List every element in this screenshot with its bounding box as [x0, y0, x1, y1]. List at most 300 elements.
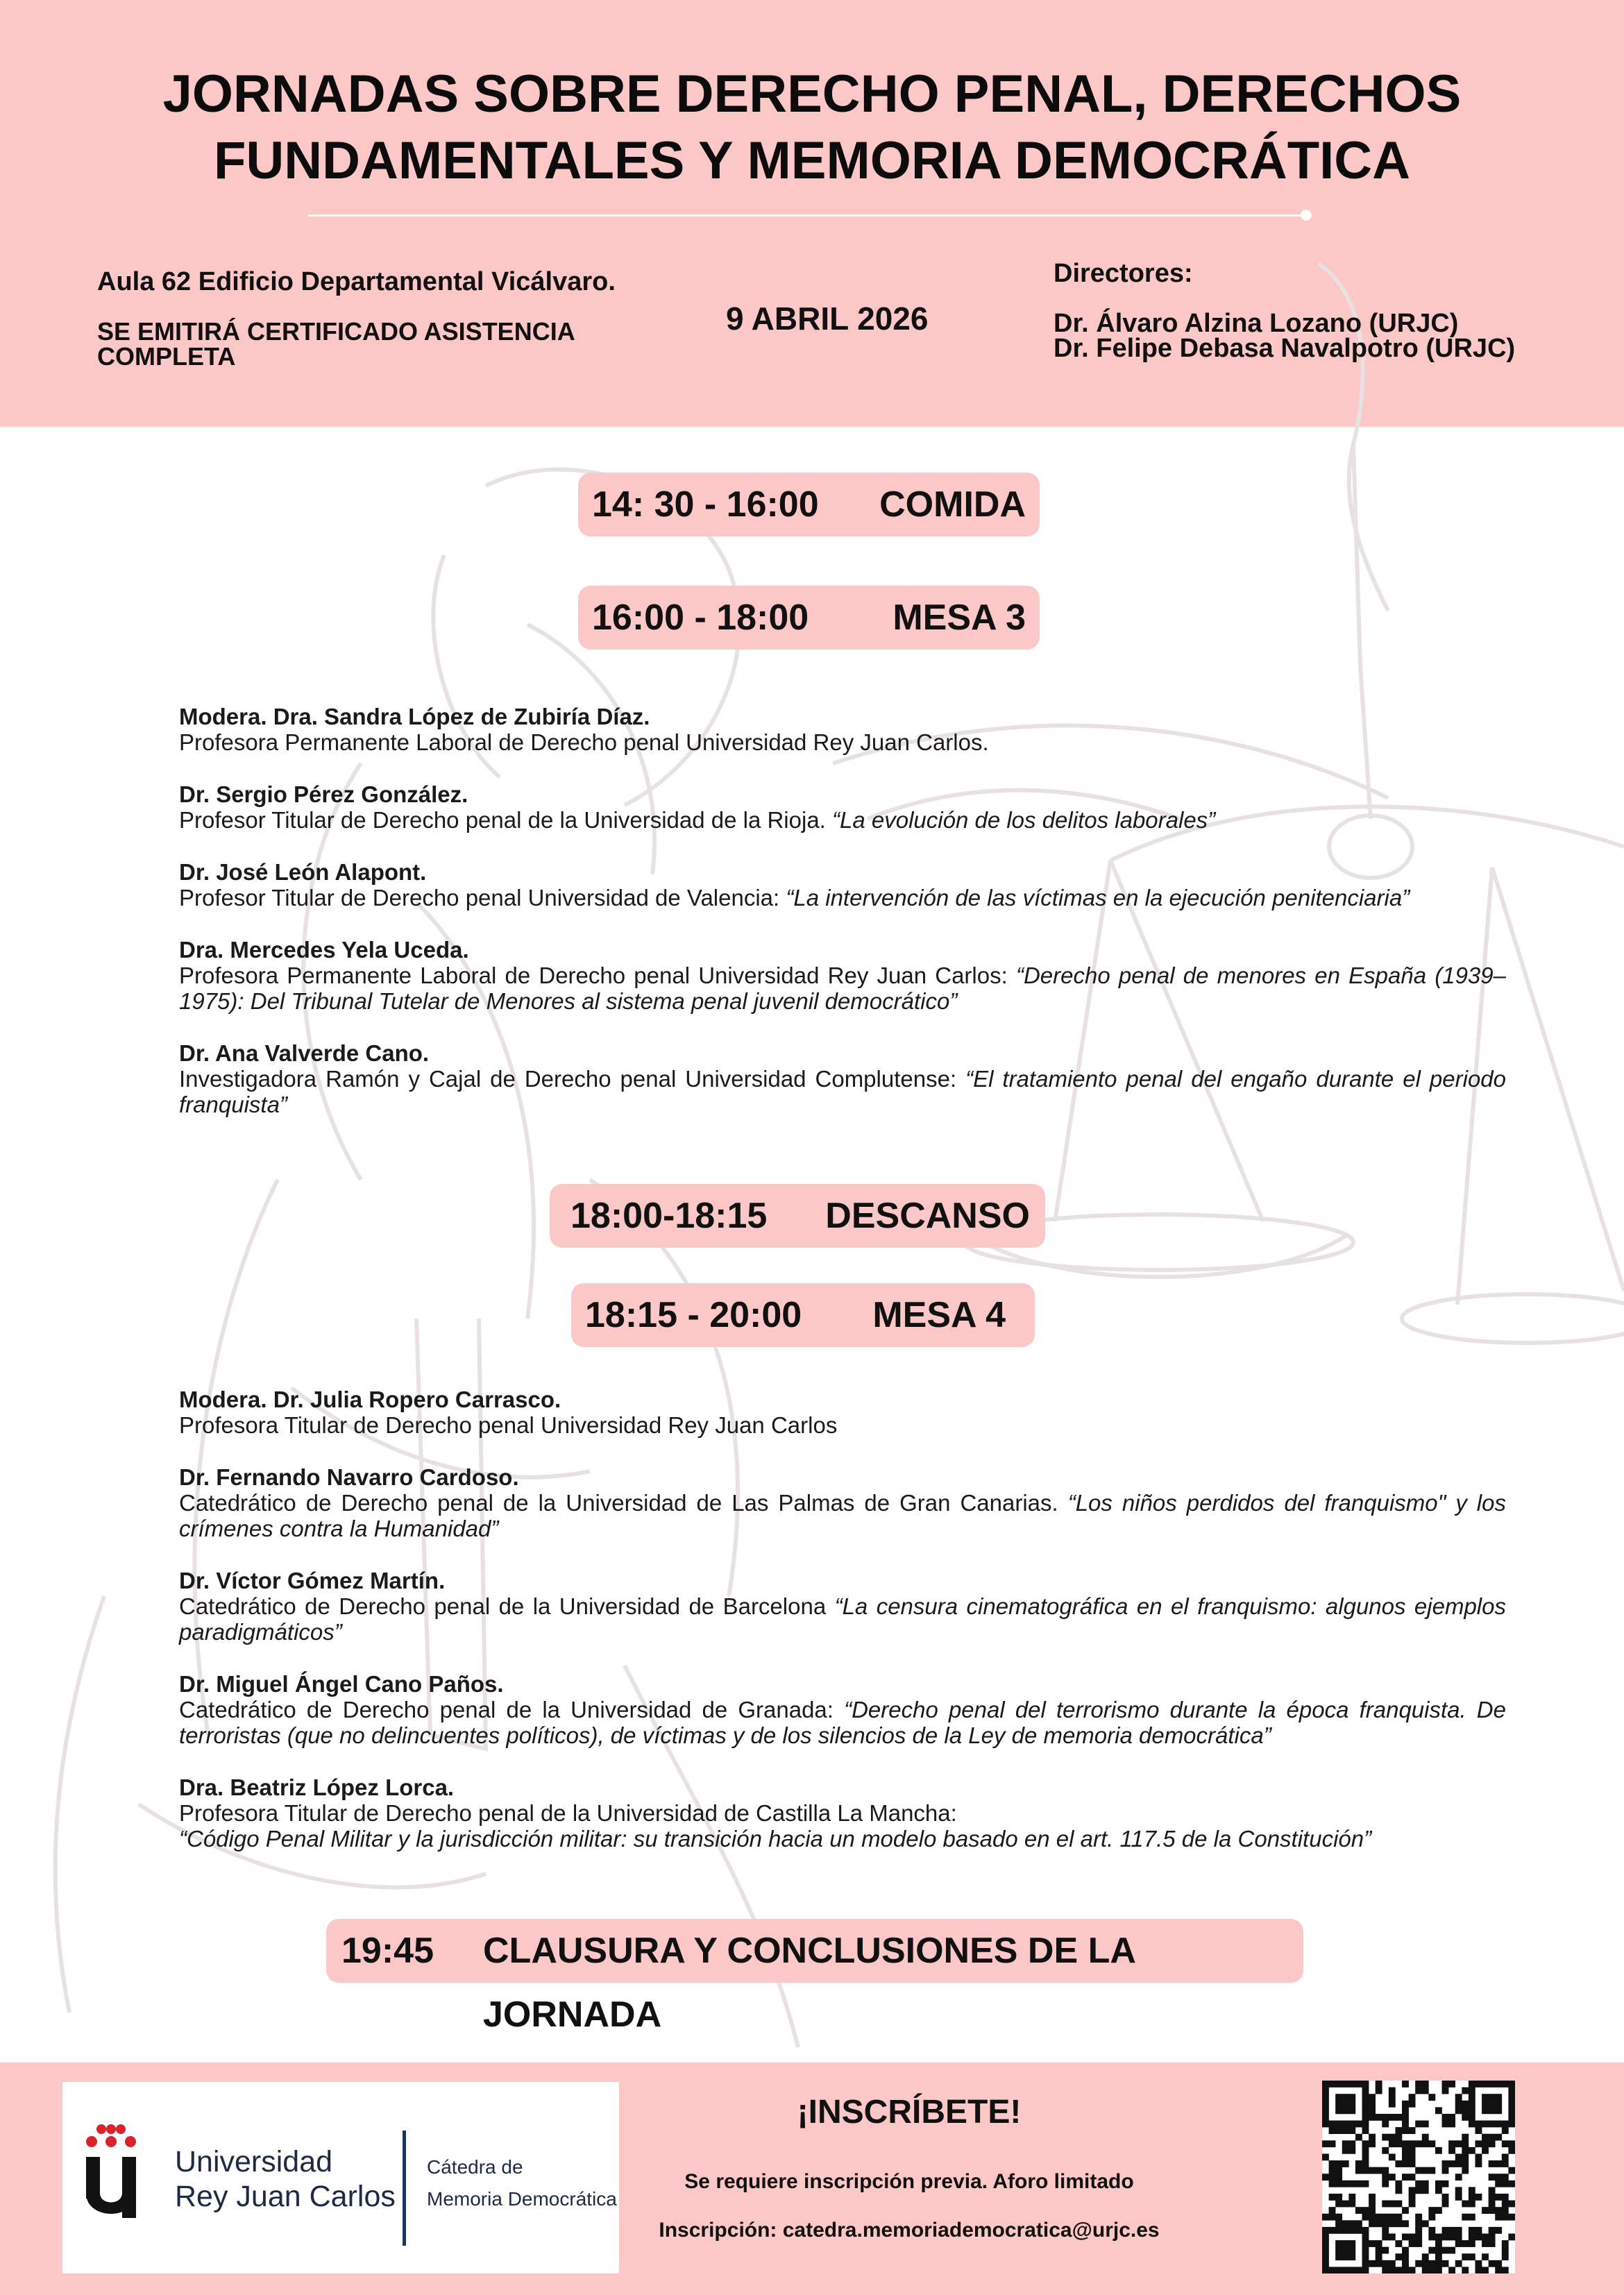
qr-module: [1409, 2187, 1416, 2194]
qr-module: [1322, 2081, 1329, 2087]
qr-module: [1435, 2180, 1442, 2187]
qr-module: [1409, 2160, 1416, 2167]
qr-module: [1435, 2240, 1442, 2247]
qr-module: [1495, 2267, 1502, 2273]
qr-module: [1362, 2107, 1369, 2114]
qr-module: [1502, 2121, 1509, 2128]
qr-module: [1409, 2101, 1416, 2108]
qr-module: [1415, 2140, 1422, 2147]
qr-module: [1422, 2220, 1429, 2227]
qr-module: [1502, 2160, 1509, 2167]
qr-module: [1389, 2201, 1396, 2208]
speaker-name: Dr. Ana Valverde Cano.: [179, 1040, 430, 1066]
qr-module: [1369, 2240, 1376, 2247]
qr-module: [1382, 2227, 1389, 2234]
qr-module: [1376, 2240, 1382, 2247]
qr-module: [1369, 2107, 1376, 2114]
mesa4-time: 18:15 - 20:00: [585, 1295, 802, 1335]
qr-module: [1482, 2267, 1489, 2273]
qr-module: [1422, 2253, 1429, 2260]
qr-module: [1489, 2121, 1496, 2128]
qr-module: [1508, 2081, 1515, 2087]
mesa3-label: MESA 3: [893, 598, 1026, 638]
qr-module: [1322, 2260, 1329, 2267]
comida-time: 14: 30 - 16:00: [592, 484, 819, 525]
qr-module: [1409, 2233, 1416, 2240]
qr-module: [1335, 2247, 1342, 2254]
qr-module: [1362, 2160, 1369, 2167]
qr-module: [1415, 2220, 1422, 2227]
qr-module: [1428, 2247, 1435, 2254]
qr-module: [1415, 2214, 1422, 2221]
mesa4-speakers: [179, 1387, 1506, 1878]
qr-module: [1469, 2240, 1475, 2247]
qr-module: [1348, 2140, 1355, 2147]
qr-module: [1355, 2134, 1362, 2141]
speaker-role: Profesora Titular de Derecho penal de la Universidad de Castilla La Mancha: “Código Penal Militar y la jurisdicción militar: su transición hacia un modelo basado en el art. 117.5 de la Constitución”: [179, 1800, 1372, 1852]
qr-module: [1342, 2180, 1349, 2187]
speaker-entry: [179, 704, 1506, 755]
qr-module: [1475, 2121, 1482, 2128]
qr-module: [1369, 2260, 1376, 2267]
qr-module: [1355, 2220, 1362, 2227]
qr-module: [1435, 2247, 1442, 2254]
qr-module: [1342, 2227, 1349, 2234]
qr-module: [1462, 2087, 1469, 2094]
qr-module: [1469, 2101, 1475, 2108]
qr-module: [1455, 2101, 1462, 2108]
qr-module: [1482, 2240, 1489, 2247]
qr-module: [1348, 2094, 1355, 2101]
qr-module: [1489, 2207, 1496, 2214]
qr-module: [1455, 2227, 1462, 2234]
qr-module: [1362, 2114, 1369, 2121]
qr-module: [1402, 2107, 1409, 2114]
qr-module: [1329, 2127, 1336, 2134]
speaker-name: Modera. Dr. Julia Ropero Carrasco.: [179, 1387, 561, 1412]
qr-module: [1415, 2167, 1422, 2174]
qr-module: [1409, 2201, 1416, 2208]
qr-module: [1395, 2240, 1402, 2247]
qr-module: [1508, 2094, 1515, 2101]
qr-module: [1469, 2214, 1475, 2221]
qr-module: [1508, 2140, 1515, 2147]
qr-module: [1495, 2160, 1502, 2167]
qr-module: [1508, 2214, 1515, 2221]
qr-module: [1389, 2101, 1396, 2108]
qr-module: [1422, 2087, 1429, 2094]
speaker-name: Dr. José León Alapont.: [179, 859, 427, 885]
qr-module: [1395, 2160, 1402, 2167]
qr-module: [1422, 2081, 1429, 2087]
talk-title: “La evolución de los delitos laborales”: [832, 807, 1216, 833]
qr-module: [1382, 2174, 1389, 2180]
talk-title: “La intervención de las víctimas en la ejecución penitenciaria”: [786, 885, 1410, 911]
qr-module: [1508, 2167, 1515, 2174]
qr-module: [1382, 2260, 1389, 2267]
qr-module: [1395, 2140, 1402, 2147]
qr-module: [1362, 2180, 1369, 2187]
qr-module: [1469, 2087, 1475, 2094]
speaker-name: Dr. Fernando Navarro Cardoso.: [179, 1464, 519, 1490]
qr-module: [1402, 2147, 1409, 2154]
qr-module: [1395, 2180, 1402, 2187]
qr-module: [1495, 2180, 1502, 2187]
qr-module: [1422, 2267, 1429, 2273]
qr-module: [1342, 2101, 1349, 2108]
qr-module: [1382, 2147, 1389, 2154]
qr-module: [1442, 2194, 1449, 2201]
qr-module: [1442, 2087, 1449, 2094]
qr-module: [1422, 2187, 1429, 2194]
qr-module: [1495, 2107, 1502, 2114]
qr-module: [1342, 2240, 1349, 2247]
speaker-entry: [179, 1040, 1506, 1117]
logo-university-line2: Rey Juan Carlos: [175, 2180, 396, 2213]
qr-module: [1348, 2121, 1355, 2128]
qr-module: [1362, 2233, 1369, 2240]
qr-module: [1422, 2260, 1429, 2267]
qr-module: [1435, 2233, 1442, 2240]
title-divider: [307, 214, 1308, 217]
qr-module: [1369, 2094, 1376, 2101]
qr-module: [1462, 2167, 1469, 2174]
qr-module: [1335, 2127, 1342, 2134]
qr-module: [1402, 2267, 1409, 2273]
qr-module: [1415, 2227, 1422, 2234]
qr-module: [1342, 2253, 1349, 2260]
schedule-mesa4: [571, 1283, 1035, 1347]
qr-module: [1362, 2081, 1369, 2087]
qr-module: [1402, 2140, 1409, 2147]
qr-module: [1482, 2207, 1489, 2214]
qr-module: [1342, 2220, 1349, 2227]
qr-module: [1389, 2153, 1396, 2160]
qr-module: [1376, 2247, 1382, 2254]
qr-module: [1448, 2147, 1455, 2154]
qr-module: [1422, 2180, 1429, 2187]
event-date: 9 ABRIL 2026: [726, 300, 929, 337]
qr-module: [1448, 2233, 1455, 2240]
qr-module: [1469, 2114, 1475, 2121]
qr-module: [1489, 2107, 1496, 2114]
qr-module: [1376, 2220, 1382, 2227]
qr-module: [1362, 2127, 1369, 2134]
qr-module: [1395, 2267, 1402, 2273]
qr-module: [1322, 2240, 1329, 2247]
qr-module: [1442, 2260, 1449, 2267]
qr-module: [1469, 2253, 1475, 2260]
qr-module: [1428, 2167, 1435, 2174]
qr-module: [1415, 2187, 1422, 2194]
qr-module: [1502, 2207, 1509, 2214]
qr-module: [1495, 2207, 1502, 2214]
qr-module: [1335, 2094, 1342, 2101]
qr-module: [1409, 2153, 1416, 2160]
speaker-entry: [179, 781, 1506, 833]
qr-module: [1322, 2247, 1329, 2254]
qr-module: [1442, 2201, 1449, 2208]
qr-module: [1469, 2227, 1475, 2234]
qr-module: [1502, 2180, 1509, 2187]
qr-module: [1335, 2180, 1342, 2187]
qr-module: [1489, 2140, 1496, 2147]
qr-module: [1455, 2187, 1462, 2194]
qr-module: [1508, 2180, 1515, 2187]
qr-module: [1489, 2260, 1496, 2267]
qr-module: [1389, 2094, 1396, 2101]
directors-label: Directores:: [1054, 259, 1193, 288]
qr-module: [1415, 2087, 1422, 2094]
qr-module: [1422, 2121, 1429, 2128]
qr-module: [1348, 2194, 1355, 2201]
title-line-2: FUNDAMENTALES Y MEMORIA DEMOCRÁTICA: [213, 131, 1411, 190]
qr-module: [1442, 2180, 1449, 2187]
speaker-name: Dr. Miguel Ángel Cano Paños.: [179, 1671, 504, 1697]
qr-module: [1502, 2253, 1509, 2260]
qr-module: [1475, 2140, 1482, 2147]
qr-module: [1362, 2214, 1369, 2221]
qr-module: [1502, 2267, 1509, 2273]
qr-module: [1475, 2194, 1482, 2201]
qr-module: [1322, 2267, 1329, 2273]
speaker-entry: [179, 1568, 1506, 1645]
qr-module: [1402, 2220, 1409, 2227]
qr-module: [1462, 2114, 1469, 2121]
qr-module: [1475, 2267, 1482, 2273]
qr-module: [1389, 2220, 1396, 2227]
qr-module: [1422, 2140, 1429, 2147]
qr-module: [1469, 2147, 1475, 2154]
register-cta: ¡INSCRÍBETE!: [797, 2094, 1022, 2131]
qr-module: [1362, 2153, 1369, 2160]
speaker-role: Profesora Titular de Derecho penal Universidad Rey Juan Carlos: [179, 1412, 838, 1438]
qr-module: [1495, 2260, 1502, 2267]
qr-module: [1495, 2227, 1502, 2234]
qr-module: [1435, 2187, 1442, 2194]
qr-module: [1402, 2160, 1409, 2167]
qr-module: [1395, 2114, 1402, 2121]
qr-module: [1382, 2180, 1389, 2187]
qr-module: [1389, 2134, 1396, 2141]
qr-module: [1455, 2140, 1462, 2147]
qr-module: [1502, 2153, 1509, 2160]
qr-module: [1395, 2253, 1402, 2260]
qr-module: [1402, 2174, 1409, 2180]
qr-module: [1415, 2121, 1422, 2128]
qr-module: [1348, 2147, 1355, 2154]
descanso-label: DESCANSO: [825, 1196, 1030, 1236]
title-divider-dot: [1301, 210, 1312, 221]
qr-module: [1329, 2160, 1336, 2167]
qr-module: [1348, 2180, 1355, 2187]
qr-module: [1415, 2260, 1422, 2267]
qr-module: [1322, 2121, 1329, 2128]
qr-module: [1342, 2147, 1349, 2154]
qr-module: [1355, 2180, 1362, 2187]
qr-module: [1462, 2101, 1469, 2108]
qr-module: [1409, 2147, 1416, 2154]
qr-module: [1382, 2167, 1389, 2174]
qr-module: [1355, 2267, 1362, 2273]
qr-module: [1376, 2087, 1382, 2094]
qr-module: [1369, 2214, 1376, 2221]
qr-module: [1369, 2140, 1376, 2147]
qr-module: [1455, 2240, 1462, 2247]
qr-module: [1329, 2081, 1336, 2087]
qr-module: [1382, 2201, 1389, 2208]
qr-module: [1335, 2174, 1342, 2180]
register-requirement: Se requiere inscripción previa. Aforo limitado: [684, 2170, 1134, 2193]
speaker-role: Profesor Titular de Derecho penal Universidad de Valencia: “La intervención de las víctimas en la ejecución penitenciaria”: [179, 885, 1410, 911]
qr-module: [1329, 2227, 1336, 2234]
speaker-name: Dra. Beatriz López Lorca.: [179, 1775, 455, 1800]
qr-module: [1489, 2094, 1496, 2101]
qr-module: [1348, 2201, 1355, 2208]
qr-module: [1482, 2134, 1489, 2141]
qr-module: [1495, 2121, 1502, 2128]
qr-module: [1422, 2134, 1429, 2141]
qr-module: [1382, 2267, 1389, 2273]
talk-title: “Los niños perdidos del franquismo" y los crímenes contra la Humanidad”: [179, 1490, 1506, 1541]
qr-module: [1376, 2214, 1382, 2221]
clausura-label: CLAUSURA Y CONCLUSIONES DE LA JORNADA: [483, 1931, 1135, 2035]
speaker-entry: [179, 1775, 1506, 1852]
qr-module: [1362, 2240, 1369, 2247]
qr-module: [1369, 2167, 1376, 2174]
qr-module: [1329, 2180, 1336, 2187]
qr-module: [1329, 2140, 1336, 2147]
qr-module: [1362, 2227, 1369, 2234]
qr-module: [1329, 2167, 1336, 2174]
catedra-line1: Cátedra de: [427, 2156, 523, 2178]
qr-module: [1508, 2107, 1515, 2114]
qr-module: [1402, 2101, 1409, 2108]
qr-module: [1362, 2207, 1369, 2214]
qr-module: [1475, 2081, 1482, 2087]
qr-module: [1335, 2107, 1342, 2114]
qr-module: [1402, 2081, 1409, 2087]
speaker-entry: [179, 1387, 1506, 1438]
qr-module: [1402, 2127, 1409, 2134]
schedule-clausura: [326, 1919, 1303, 2035]
qr-module: [1502, 2247, 1509, 2254]
certificate-line-1: SE EMITIRÁ CERTIFICADO ASISTENCIA: [97, 317, 575, 346]
qr-module: [1376, 2260, 1382, 2267]
qr-module: [1409, 2094, 1416, 2101]
qr-module: [1355, 2121, 1362, 2128]
qr-module: [1495, 2214, 1502, 2221]
logo-university-line1: Universidad: [175, 2145, 333, 2178]
qr-module: [1369, 2194, 1376, 2201]
speaker-role: Profesora Permanente Laboral de Derecho penal Universidad Rey Juan Carlos.: [179, 729, 989, 755]
qr-module: [1482, 2101, 1489, 2108]
qr-module: [1495, 2101, 1502, 2108]
qr-module: [1428, 2140, 1435, 2147]
qr-module: [1462, 2140, 1469, 2147]
qr-module: [1489, 2240, 1496, 2247]
qr-module: [1335, 2160, 1342, 2167]
qr-module: [1362, 2101, 1369, 2108]
qr-module: [1335, 2081, 1342, 2087]
qr-module: [1369, 2201, 1376, 2208]
qr-module: [1322, 2174, 1329, 2180]
schedule-comida: [578, 473, 1040, 536]
qr-module: [1322, 2227, 1329, 2234]
qr-module: [1482, 2081, 1489, 2087]
qr-module: [1489, 2194, 1496, 2201]
qr-module: [1322, 2094, 1329, 2101]
register-email[interactable]: Inscripción: catedra.memoriademocratica@urjc.es: [659, 2219, 1160, 2242]
qr-module: [1489, 2081, 1496, 2087]
qr-module: [1355, 2207, 1362, 2214]
qr-module: [1409, 2174, 1416, 2180]
talk-title: “El tratamiento penal del engaño durante el periodo franquista”: [179, 1066, 1507, 1117]
qr-module: [1495, 2094, 1502, 2101]
qr-module: [1395, 2220, 1402, 2227]
qr-module: [1469, 2081, 1475, 2087]
qr-module: [1489, 2160, 1496, 2167]
qr-module: [1462, 2160, 1469, 2167]
qr-module: [1448, 2121, 1455, 2128]
qr-module: [1502, 2240, 1509, 2247]
qr-module: [1322, 2087, 1329, 2094]
qr-module: [1376, 2167, 1382, 2174]
qr-module: [1502, 2194, 1509, 2201]
qr-module: [1469, 2201, 1475, 2208]
talk-title: “La censura cinematográfica en el franquismo: algunos ejemplos paradigmáticos”: [179, 1593, 1506, 1645]
qr-module: [1329, 2121, 1336, 2128]
qr-module: [1475, 2260, 1482, 2267]
qr-module: [1382, 2220, 1389, 2227]
qr-module: [1389, 2114, 1396, 2121]
qr-module: [1369, 2114, 1376, 2121]
registration-qr-code[interactable]: [1322, 2081, 1515, 2273]
qr-module: [1369, 2207, 1376, 2214]
qr-module: [1482, 2233, 1489, 2240]
qr-module: [1335, 2227, 1342, 2234]
qr-module: [1355, 2227, 1362, 2234]
qr-module: [1395, 2187, 1402, 2194]
qr-module: [1435, 2253, 1442, 2260]
qr-module: [1335, 2167, 1342, 2174]
qr-module: [1508, 2087, 1515, 2094]
qr-module: [1389, 2267, 1396, 2273]
qr-module: [1389, 2214, 1396, 2221]
qr-module: [1402, 2153, 1409, 2160]
talk-title: “Derecho penal de menores en España (1939–1975): Del Tribunal Tutelar de Menores al sistema penal juvenil democrático”: [179, 963, 1506, 1014]
qr-module: [1442, 2160, 1449, 2167]
qr-module: [1489, 2187, 1496, 2194]
qr-module: [1508, 2233, 1515, 2240]
qr-module: [1342, 2247, 1349, 2254]
catedra-line2: Memoria Democrática: [427, 2188, 617, 2210]
qr-module: [1322, 2140, 1329, 2147]
qr-module: [1335, 2253, 1342, 2260]
qr-module: [1348, 2227, 1355, 2234]
qr-module: [1462, 2253, 1469, 2260]
director-1: Dr. Álvaro Alzina Lozano (URJC): [1054, 309, 1459, 338]
qr-module: [1508, 2201, 1515, 2208]
qr-module: [1362, 2267, 1369, 2273]
qr-module: [1402, 2121, 1409, 2128]
qr-module: [1495, 2194, 1502, 2201]
speaker-name: Dr. Sergio Pérez González.: [179, 781, 468, 807]
speaker-name: Modera. Dra. Sandra López de Zubiría Díaz.: [179, 704, 650, 729]
qr-module: [1409, 2140, 1416, 2147]
qr-module: [1475, 2153, 1482, 2160]
qr-module: [1382, 2233, 1389, 2240]
